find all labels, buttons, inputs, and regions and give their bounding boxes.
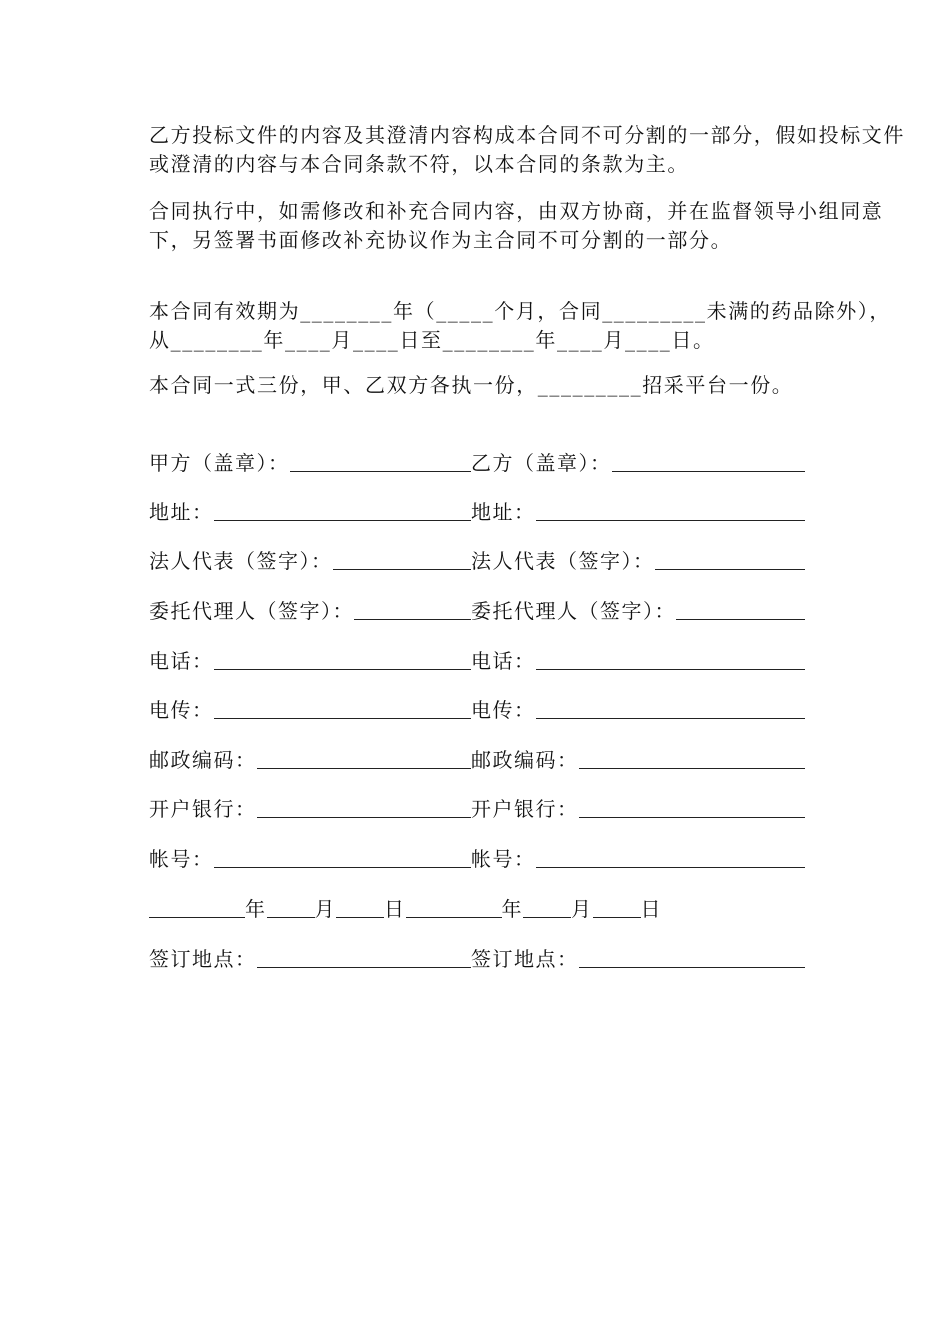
party-a-legal-rep-label: 法人代表（签字）： xyxy=(149,549,333,573)
party-b-date-year-blank[interactable] xyxy=(406,916,502,918)
signature-row-place xyxy=(149,942,805,972)
party-b-seal-label: 乙方（盖章）： xyxy=(471,451,612,475)
paragraph-amendments: 合同执行中，如需修改和补充合同内容，由双方协商，并在监督领导小组同意下，另签署书面修改补充协议作为主合同不可分割的一部分。 xyxy=(149,199,884,252)
party-b-bank-blank[interactable] xyxy=(579,816,806,818)
party-b-place-blank[interactable] xyxy=(579,966,806,968)
party-a-date-month-blank[interactable] xyxy=(267,916,315,918)
party-b-agent-label: 委托代理人（签字）： xyxy=(471,599,676,623)
signature-row-bank xyxy=(149,792,805,822)
signature-row-account xyxy=(149,842,805,872)
party-a-address-blank[interactable] xyxy=(214,519,472,521)
signature-row-address xyxy=(149,495,805,525)
party-b-legal-rep-label: 法人代表（签字）： xyxy=(471,549,655,573)
party-b-fax-blank[interactable] xyxy=(536,717,806,719)
party-a-place-blank[interactable] xyxy=(257,966,472,968)
signature-row-fax xyxy=(149,693,805,723)
party-b-address-blank[interactable] xyxy=(536,519,806,521)
party-b-account-blank[interactable] xyxy=(536,866,806,868)
party-b-phone-blank[interactable] xyxy=(536,668,806,670)
party-b-year-label: 年 xyxy=(501,897,523,921)
party-a-fax-label: 电传： xyxy=(149,698,214,722)
party-a-postcode-label: 邮政编码： xyxy=(149,748,257,772)
party-a-fax-blank[interactable] xyxy=(214,717,472,719)
party-a-postcode-blank[interactable] xyxy=(257,767,472,769)
paragraph-copies: 本合同一式三份，甲、乙双方各执一份，_________招采平台一份。 xyxy=(149,373,794,397)
party-b-fax-label: 电传： xyxy=(471,698,536,722)
party-a-phone-blank[interactable] xyxy=(214,668,472,670)
party-a-account-label: 帐号： xyxy=(149,847,214,871)
signature-row-legal-rep xyxy=(149,544,805,574)
party-a-phone-label: 电话： xyxy=(149,649,214,673)
party-a-legal-rep-blank[interactable] xyxy=(333,568,472,570)
signature-date-row xyxy=(149,892,662,922)
party-b-seal-blank[interactable] xyxy=(612,470,806,472)
party-b-date-day-blank[interactable] xyxy=(593,916,641,918)
party-a-date-day-blank[interactable] xyxy=(336,916,384,918)
party-b-place-label: 签订地点： xyxy=(471,947,579,971)
signature-row-postcode xyxy=(149,743,805,773)
party-a-seal-label: 甲方（盖章）： xyxy=(149,451,290,475)
signature-row-agent xyxy=(149,594,805,624)
party-a-bank-label: 开户银行： xyxy=(149,797,257,821)
party-b-date-month-blank[interactable] xyxy=(523,916,571,918)
party-b-account-label: 帐号： xyxy=(471,847,536,871)
signature-row-phone xyxy=(149,644,805,674)
party-a-date-year-blank[interactable] xyxy=(149,916,245,918)
party-a-month-label: 月 xyxy=(314,897,336,921)
party-b-day-label: 日 xyxy=(640,897,662,921)
party-b-legal-rep-blank[interactable] xyxy=(655,568,806,570)
party-a-seal-blank[interactable] xyxy=(290,470,472,472)
party-b-month-label: 月 xyxy=(571,897,593,921)
party-a-day-label: 日 xyxy=(384,897,406,921)
party-a-address-label: 地址： xyxy=(149,500,214,524)
party-b-bank-label: 开户银行： xyxy=(471,797,579,821)
paragraph-bid-documents: 乙方投标文件的内容及其澄清内容构成本合同不可分割的一部分，假如投标文件或澄清的内容与本合同条款不符，以本合同的条款为主。 xyxy=(149,123,905,176)
party-a-place-label: 签订地点： xyxy=(149,947,257,971)
party-b-postcode-label: 邮政编码： xyxy=(471,748,579,772)
signature-row-seal xyxy=(149,446,805,476)
party-a-agent-blank[interactable] xyxy=(354,618,471,620)
party-a-agent-label: 委托代理人（签字）： xyxy=(149,599,354,623)
party-b-agent-blank[interactable] xyxy=(676,618,805,620)
party-b-address-label: 地址： xyxy=(471,500,536,524)
party-a-account-blank[interactable] xyxy=(214,866,472,868)
party-b-phone-label: 电话： xyxy=(471,649,536,673)
party-a-bank-blank[interactable] xyxy=(257,816,472,818)
paragraph-validity-period: 本合同有效期为________年（_____个月，合同_________未满的药品除外），从________年____月____日至________年____月____日。 xyxy=(149,299,891,352)
party-b-postcode-blank[interactable] xyxy=(579,767,806,769)
party-a-year-label: 年 xyxy=(245,897,267,921)
